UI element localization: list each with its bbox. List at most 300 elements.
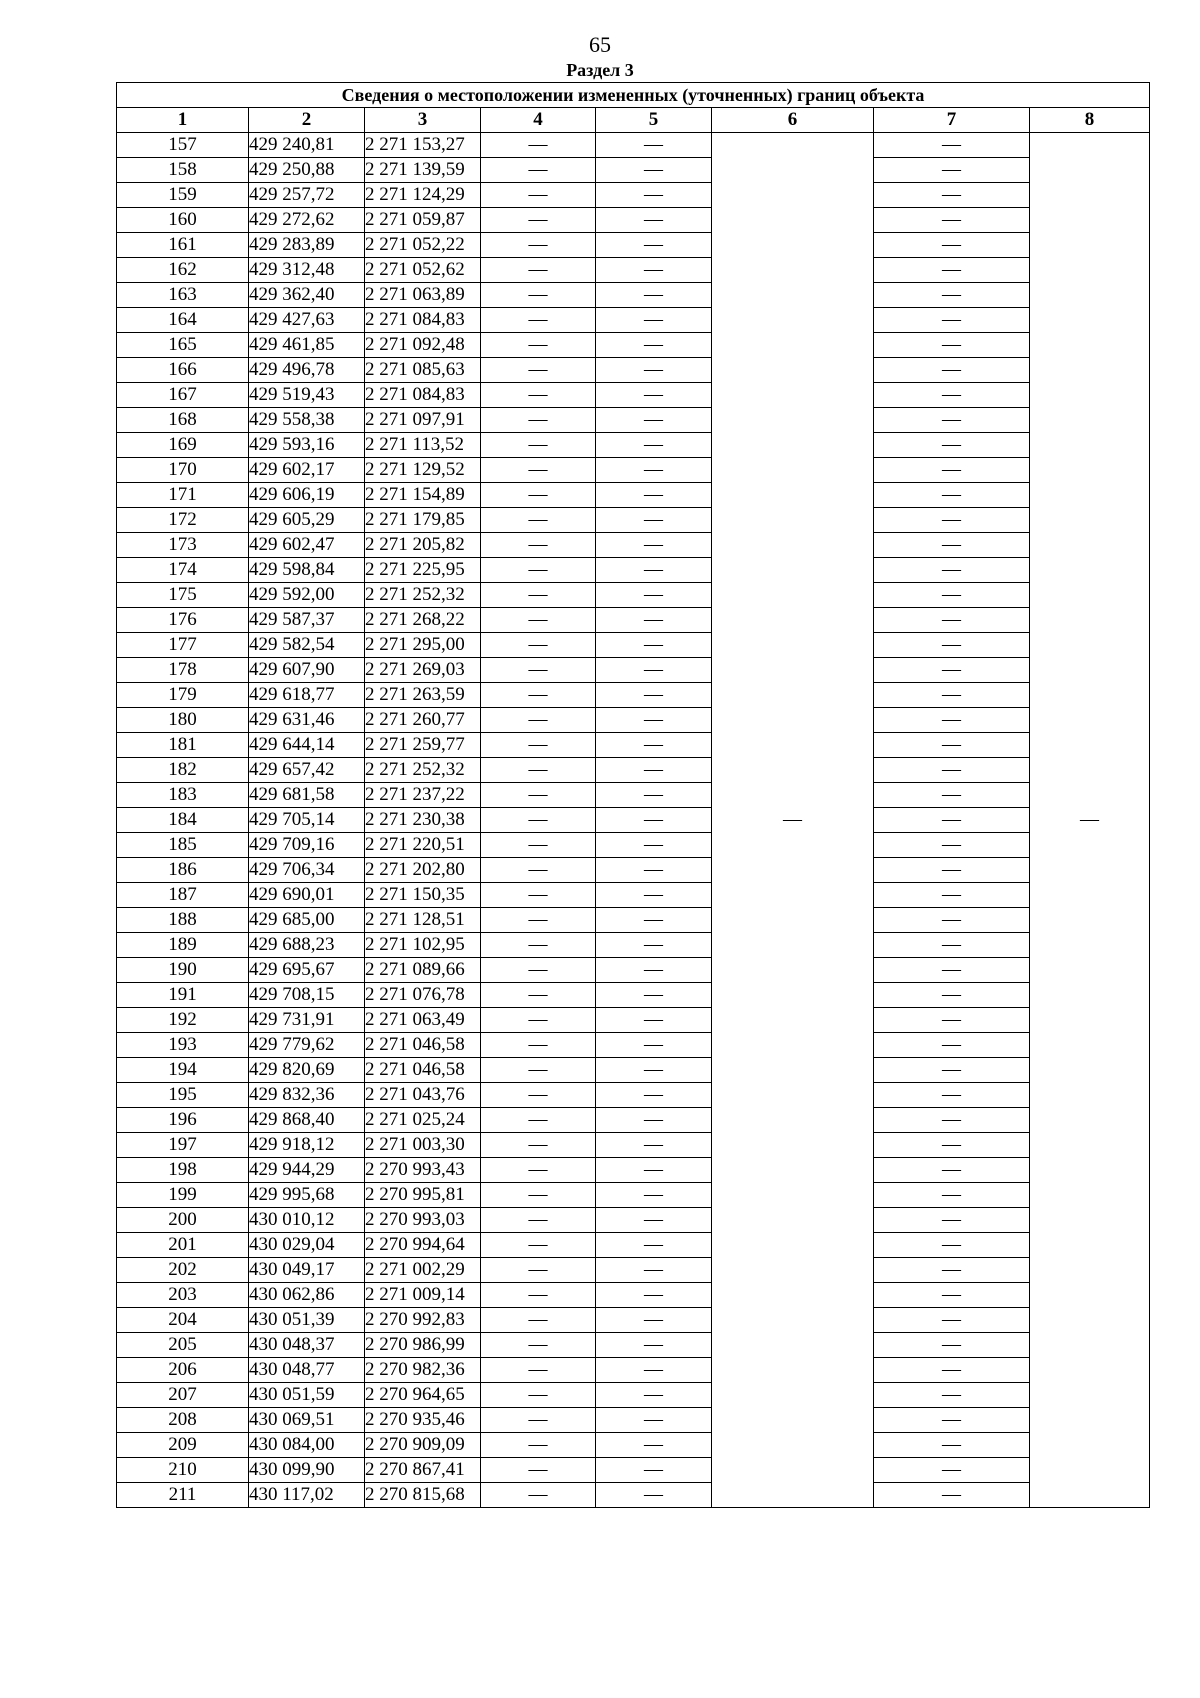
cell-col7: — (874, 883, 1030, 908)
table-row (117, 1483, 1150, 1508)
cell-col7: — (874, 958, 1030, 983)
point-number: 202 (117, 1258, 249, 1283)
cell-col5: — (596, 758, 712, 783)
cell-col5: — (596, 258, 712, 283)
table-row (117, 1383, 1150, 1408)
cell-col7: — (874, 558, 1030, 583)
point-number: 187 (117, 883, 249, 908)
cell-col4: — (481, 283, 596, 308)
cell-col5: — (596, 783, 712, 808)
coordinate-x: 430 099,90 (249, 1458, 365, 1483)
cell-col5: — (596, 433, 712, 458)
cell-col4: — (481, 883, 596, 908)
table-row (117, 758, 1150, 783)
coordinate-y: 2 271 009,14 (365, 1283, 481, 1308)
cell-col5: — (596, 1458, 712, 1483)
cell-col4: — (481, 1008, 596, 1033)
coordinate-y: 2 270 994,64 (365, 1233, 481, 1258)
cell-col4: — (481, 683, 596, 708)
table-row (117, 308, 1150, 333)
cell-col5: — (596, 308, 712, 333)
cell-col4: — (481, 1258, 596, 1283)
cell-col7: — (874, 1358, 1030, 1383)
coordinate-x: 429 820,69 (249, 1058, 365, 1083)
cell-col5: — (596, 383, 712, 408)
point-number: 177 (117, 633, 249, 658)
cell-col4: — (481, 958, 596, 983)
cell-col8-merged: — (1030, 133, 1150, 1508)
coordinate-x: 430 084,00 (249, 1433, 365, 1458)
point-number: 203 (117, 1283, 249, 1308)
coordinate-y: 2 271 002,29 (365, 1258, 481, 1283)
cell-col7: — (874, 1158, 1030, 1183)
cell-col7: — (874, 133, 1030, 158)
cell-col4: — (481, 558, 596, 583)
cell-col4: — (481, 908, 596, 933)
table-row (117, 1233, 1150, 1258)
table-row (117, 158, 1150, 183)
cell-col5: — (596, 1008, 712, 1033)
cell-col4: — (481, 1033, 596, 1058)
column-header: 6 (712, 108, 874, 133)
cell-col5: — (596, 283, 712, 308)
cell-col4: — (481, 333, 596, 358)
coordinate-y: 2 271 260,77 (365, 708, 481, 733)
cell-col7: — (874, 508, 1030, 533)
cell-col4: — (481, 1108, 596, 1133)
table-row (117, 233, 1150, 258)
coordinate-x: 429 681,58 (249, 783, 365, 808)
cell-col7: — (874, 808, 1030, 833)
point-number: 178 (117, 658, 249, 683)
cell-col5: — (596, 1208, 712, 1233)
table-row (117, 683, 1150, 708)
cell-col5: — (596, 1108, 712, 1133)
coordinate-y: 2 270 982,36 (365, 1358, 481, 1383)
cell-col5: — (596, 858, 712, 883)
coordinate-x: 429 868,40 (249, 1108, 365, 1133)
table-row (117, 783, 1150, 808)
cell-col7: — (874, 333, 1030, 358)
cell-col4: — (481, 1458, 596, 1483)
cell-col7: — (874, 1058, 1030, 1083)
table-row (117, 1083, 1150, 1108)
cell-col7: — (874, 908, 1030, 933)
coordinate-y: 2 271 154,89 (365, 483, 481, 508)
coordinate-x: 429 709,16 (249, 833, 365, 858)
cell-col5: — (596, 1308, 712, 1333)
coordinate-x: 430 051,59 (249, 1383, 365, 1408)
table-row (117, 1258, 1150, 1283)
point-number: 210 (117, 1458, 249, 1483)
coordinate-y: 2 271 150,35 (365, 883, 481, 908)
cell-col4: — (481, 608, 596, 633)
cell-col4: — (481, 1408, 596, 1433)
cell-col4: — (481, 408, 596, 433)
coordinate-x: 430 049,17 (249, 1258, 365, 1283)
cell-col5: — (596, 883, 712, 908)
cell-col7: — (874, 1433, 1030, 1458)
point-number: 170 (117, 458, 249, 483)
coordinate-y: 2 270 992,83 (365, 1308, 481, 1333)
point-number: 197 (117, 1133, 249, 1158)
cell-col5: — (596, 558, 712, 583)
table-row (117, 583, 1150, 608)
table-row (117, 533, 1150, 558)
cell-col7: — (874, 608, 1030, 633)
coordinate-y: 2 271 102,95 (365, 933, 481, 958)
cell-col4: — (481, 508, 596, 533)
cell-col5: — (596, 183, 712, 208)
cell-col4: — (481, 1133, 596, 1158)
point-number: 174 (117, 558, 249, 583)
coordinate-y: 2 271 052,22 (365, 233, 481, 258)
cell-col7: — (874, 1283, 1030, 1308)
table-row (117, 1458, 1150, 1483)
point-number: 157 (117, 133, 249, 158)
cell-col7: — (874, 683, 1030, 708)
coordinate-x: 429 688,23 (249, 933, 365, 958)
coordinate-y: 2 271 025,24 (365, 1108, 481, 1133)
coordinate-x: 429 427,63 (249, 308, 365, 333)
cell-col4: — (481, 458, 596, 483)
cell-col4: — (481, 433, 596, 458)
cell-col7: — (874, 1183, 1030, 1208)
point-number: 160 (117, 208, 249, 233)
column-header: 4 (481, 108, 596, 133)
point-number: 180 (117, 708, 249, 733)
coordinate-x: 429 312,48 (249, 258, 365, 283)
cell-col4: — (481, 308, 596, 333)
table-row (117, 1158, 1150, 1183)
cell-col4: — (481, 833, 596, 858)
column-header: 3 (365, 108, 481, 133)
coordinate-x: 429 706,34 (249, 858, 365, 883)
cell-col5: — (596, 1058, 712, 1083)
coordinate-y: 2 271 225,95 (365, 558, 481, 583)
coordinate-y: 2 271 259,77 (365, 733, 481, 758)
coordinate-y: 2 271 263,59 (365, 683, 481, 708)
coordinate-y: 2 270 935,46 (365, 1408, 481, 1433)
table-row (117, 883, 1150, 908)
cell-col5: — (596, 808, 712, 833)
table-row (117, 1008, 1150, 1033)
cell-col4: — (481, 1308, 596, 1333)
coordinate-y: 2 271 046,58 (365, 1033, 481, 1058)
coordinate-x: 430 048,37 (249, 1333, 365, 1358)
point-number: 204 (117, 1308, 249, 1333)
point-number: 206 (117, 1358, 249, 1383)
cell-col5: — (596, 608, 712, 633)
coordinate-x: 429 461,85 (249, 333, 365, 358)
coordinate-y: 2 271 113,52 (365, 433, 481, 458)
cell-col4: — (481, 808, 596, 833)
cell-col7: — (874, 383, 1030, 408)
cell-col5: — (596, 633, 712, 658)
cell-col4: — (481, 633, 596, 658)
cell-col4: — (481, 583, 596, 608)
column-header-row (117, 108, 1150, 133)
coordinate-x: 429 731,91 (249, 1008, 365, 1033)
point-number: 208 (117, 1408, 249, 1433)
cell-col7: — (874, 458, 1030, 483)
table-row (117, 208, 1150, 233)
cell-col4: — (481, 758, 596, 783)
point-number: 162 (117, 258, 249, 283)
cell-col7: — (874, 583, 1030, 608)
point-number: 201 (117, 1233, 249, 1258)
cell-col4: — (481, 383, 596, 408)
cell-col5: — (596, 733, 712, 758)
point-number: 198 (117, 1158, 249, 1183)
coordinate-y: 2 271 063,89 (365, 283, 481, 308)
boundary-table (116, 82, 1150, 1508)
table-row (117, 483, 1150, 508)
coordinate-y: 2 271 124,29 (365, 183, 481, 208)
point-number: 205 (117, 1333, 249, 1358)
coordinate-x: 429 685,00 (249, 908, 365, 933)
cell-col7: — (874, 733, 1030, 758)
coordinate-x: 430 051,39 (249, 1308, 365, 1333)
cell-col7: — (874, 708, 1030, 733)
coordinate-y: 2 271 046,58 (365, 1058, 481, 1083)
table-row (117, 1033, 1150, 1058)
coordinate-x: 429 250,88 (249, 158, 365, 183)
point-number: 158 (117, 158, 249, 183)
coordinate-x: 429 705,14 (249, 808, 365, 833)
table-row (117, 1358, 1150, 1383)
point-number: 207 (117, 1383, 249, 1408)
coordinate-x: 429 587,37 (249, 608, 365, 633)
table-row (117, 1108, 1150, 1133)
cell-col7: — (874, 1483, 1030, 1508)
cell-col4: — (481, 658, 596, 683)
cell-col4: — (481, 133, 596, 158)
cell-col5: — (596, 358, 712, 383)
cell-col4: — (481, 183, 596, 208)
point-number: 175 (117, 583, 249, 608)
table-row (117, 558, 1150, 583)
coordinate-x: 429 690,01 (249, 883, 365, 908)
table-row (117, 858, 1150, 883)
point-number: 199 (117, 1183, 249, 1208)
cell-col5: — (596, 1408, 712, 1433)
coordinate-x: 429 644,14 (249, 733, 365, 758)
cell-col4: — (481, 358, 596, 383)
coordinate-x: 429 631,46 (249, 708, 365, 733)
cell-col4: — (481, 1333, 596, 1358)
point-number: 176 (117, 608, 249, 633)
coordinate-x: 429 995,68 (249, 1183, 365, 1208)
table-row (117, 1433, 1150, 1458)
cell-col7: — (874, 1233, 1030, 1258)
coordinate-y: 2 271 076,78 (365, 983, 481, 1008)
cell-col4: — (481, 1158, 596, 1183)
cell-col5: — (596, 408, 712, 433)
table-row (117, 383, 1150, 408)
coordinate-x: 429 695,67 (249, 958, 365, 983)
column-header: 5 (596, 108, 712, 133)
cell-col4: — (481, 1358, 596, 1383)
cell-col7: — (874, 208, 1030, 233)
point-number: 173 (117, 533, 249, 558)
coordinate-x: 429 362,40 (249, 283, 365, 308)
coordinate-x: 429 657,42 (249, 758, 365, 783)
cell-col5: — (596, 333, 712, 358)
cell-col5: — (596, 908, 712, 933)
point-number: 159 (117, 183, 249, 208)
column-header: 7 (874, 108, 1030, 133)
coordinate-x: 430 010,12 (249, 1208, 365, 1233)
cell-col5: — (596, 1158, 712, 1183)
cell-col5: — (596, 1133, 712, 1158)
point-number: 209 (117, 1433, 249, 1458)
cell-col7: — (874, 1383, 1030, 1408)
cell-col7: — (874, 1408, 1030, 1433)
coordinate-y: 2 271 139,59 (365, 158, 481, 183)
cell-col5: — (596, 208, 712, 233)
section-title: Раздел 3 (566, 60, 634, 80)
cell-col7: — (874, 158, 1030, 183)
cell-col5: — (596, 583, 712, 608)
coordinate-x: 429 605,29 (249, 508, 365, 533)
cell-col4: — (481, 858, 596, 883)
coordinate-x: 430 069,51 (249, 1408, 365, 1433)
point-number: 194 (117, 1058, 249, 1083)
table-row (117, 1133, 1150, 1158)
cell-col5: — (596, 833, 712, 858)
coordinate-x: 430 048,77 (249, 1358, 365, 1383)
cell-col5: — (596, 983, 712, 1008)
coordinate-y: 2 271 052,62 (365, 258, 481, 283)
coordinate-y: 2 270 993,03 (365, 1208, 481, 1233)
cell-col7: — (874, 658, 1030, 683)
coordinate-y: 2 271 237,22 (365, 783, 481, 808)
coordinate-x: 429 602,17 (249, 458, 365, 483)
cell-col5: — (596, 1183, 712, 1208)
cell-col4: — (481, 1208, 596, 1233)
coordinate-x: 429 519,43 (249, 383, 365, 408)
column-header: 8 (1030, 108, 1150, 133)
coordinate-y: 2 271 084,83 (365, 383, 481, 408)
cell-col7: — (874, 1033, 1030, 1058)
cell-col4: — (481, 1283, 596, 1308)
cell-col5: — (596, 683, 712, 708)
cell-col5: — (596, 1258, 712, 1283)
cell-col7: — (874, 983, 1030, 1008)
cell-col4: — (481, 483, 596, 508)
coordinate-x: 429 582,54 (249, 633, 365, 658)
table-row (117, 958, 1150, 983)
table-row (117, 808, 1150, 833)
cell-col7: — (874, 283, 1030, 308)
point-number: 166 (117, 358, 249, 383)
cell-col5: — (596, 533, 712, 558)
cell-col5: — (596, 483, 712, 508)
cell-col7: — (874, 408, 1030, 433)
coordinate-x: 429 944,29 (249, 1158, 365, 1183)
table-row (117, 433, 1150, 458)
cell-col4: — (481, 1233, 596, 1258)
column-header: 2 (249, 108, 365, 133)
coordinate-y: 2 271 252,32 (365, 583, 481, 608)
cell-col7: — (874, 533, 1030, 558)
coordinate-x: 429 593,16 (249, 433, 365, 458)
coordinate-x: 429 832,36 (249, 1083, 365, 1108)
coordinate-y: 2 271 085,63 (365, 358, 481, 383)
cell-col5: — (596, 508, 712, 533)
table-row (117, 133, 1150, 158)
coordinate-y: 2 271 097,91 (365, 408, 481, 433)
point-number: 195 (117, 1083, 249, 1108)
point-number: 182 (117, 758, 249, 783)
coordinate-x: 429 606,19 (249, 483, 365, 508)
point-number: 163 (117, 283, 249, 308)
coordinate-y: 2 271 043,76 (365, 1083, 481, 1108)
point-number: 188 (117, 908, 249, 933)
table-row (117, 458, 1150, 483)
cell-col4: — (481, 533, 596, 558)
cell-col4: — (481, 783, 596, 808)
cell-col5: — (596, 458, 712, 483)
table-row (117, 933, 1150, 958)
cell-col5: — (596, 658, 712, 683)
coordinate-x: 429 240,81 (249, 133, 365, 158)
point-number: 172 (117, 508, 249, 533)
point-number: 161 (117, 233, 249, 258)
coordinate-y: 2 270 986,99 (365, 1333, 481, 1358)
cell-col7: — (874, 483, 1030, 508)
cell-col5: — (596, 958, 712, 983)
coordinate-y: 2 271 129,52 (365, 458, 481, 483)
cell-col6-merged: — (712, 133, 874, 1508)
table-row (117, 333, 1150, 358)
table-row (117, 1058, 1150, 1083)
table-row (117, 1208, 1150, 1233)
coordinate-y: 2 271 003,30 (365, 1133, 481, 1158)
cell-col4: — (481, 1483, 596, 1508)
table-row (117, 1283, 1150, 1308)
cell-col5: — (596, 1283, 712, 1308)
cell-col4: — (481, 708, 596, 733)
table-row (117, 183, 1150, 208)
cell-col4: — (481, 733, 596, 758)
point-number: 186 (117, 858, 249, 883)
table-caption: Сведения о местоположении измененных (уточненных) границ объекта (117, 83, 1150, 108)
cell-col4: — (481, 158, 596, 183)
coordinate-y: 2 271 059,87 (365, 208, 481, 233)
cell-col7: — (874, 433, 1030, 458)
coordinate-y: 2 270 815,68 (365, 1483, 481, 1508)
cell-col7: — (874, 1333, 1030, 1358)
cell-col7: — (874, 1133, 1030, 1158)
cell-col7: — (874, 358, 1030, 383)
table-row (117, 358, 1150, 383)
cell-col4: — (481, 1433, 596, 1458)
cell-col5: — (596, 1483, 712, 1508)
cell-col5: — (596, 233, 712, 258)
point-number: 196 (117, 1108, 249, 1133)
cell-col7: — (874, 633, 1030, 658)
cell-col5: — (596, 133, 712, 158)
cell-col5: — (596, 933, 712, 958)
coordinate-x: 429 708,15 (249, 983, 365, 1008)
coordinate-x: 429 496,78 (249, 358, 365, 383)
coordinate-y: 2 270 964,65 (365, 1383, 481, 1408)
coordinate-x: 429 592,00 (249, 583, 365, 608)
coordinate-y: 2 271 092,48 (365, 333, 481, 358)
coordinate-y: 2 271 089,66 (365, 958, 481, 983)
